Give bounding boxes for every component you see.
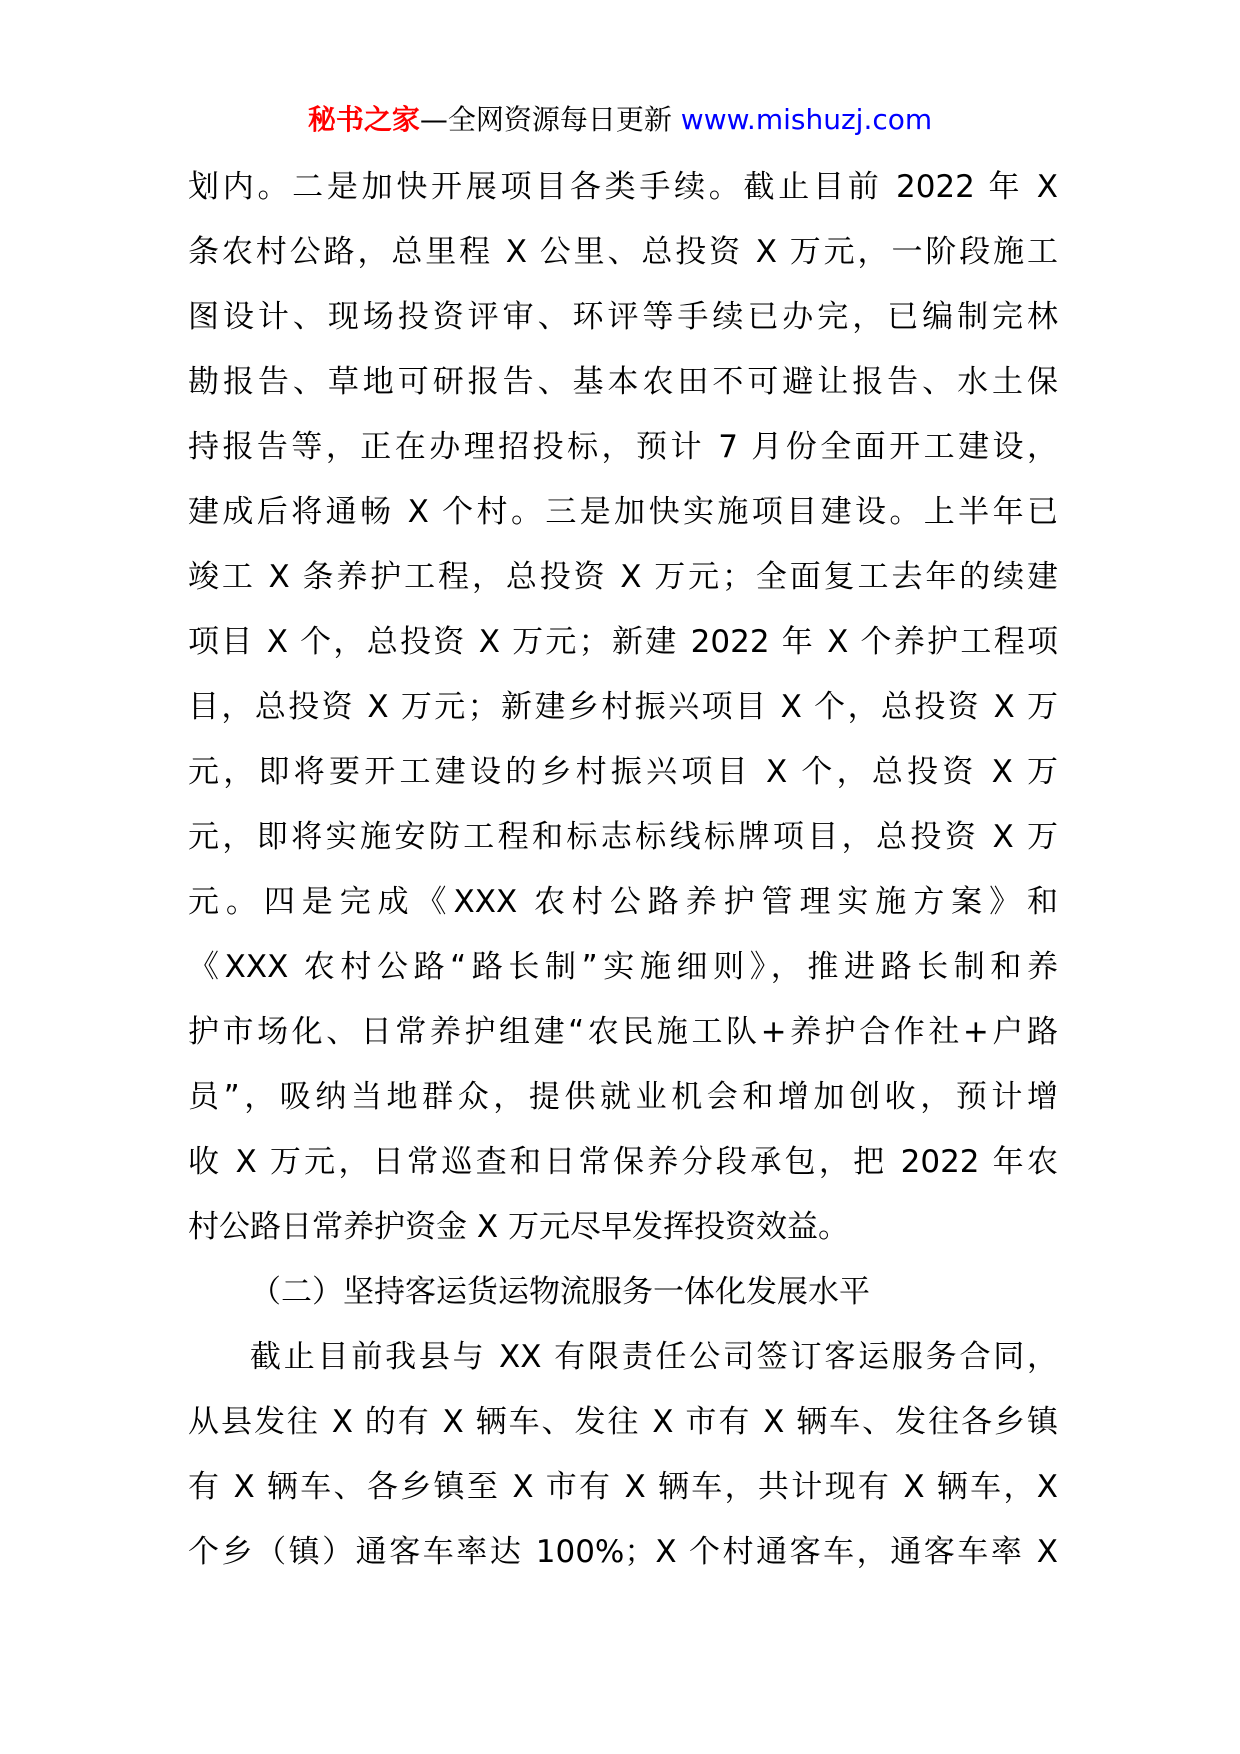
text-line: 从县发往 X 的有 X 辆车、发往 X 市有 X 辆车、发往各乡镇 [188,1404,1058,1440]
document-body [188,155,1058,1585]
text-line: 持报告等，正在办理招投标，预计 7 月份全面开工建设， [188,429,1058,465]
text-line: 图设计、现场投资评审、环评等手续已办完，已编制完林 [188,299,1058,335]
text-line: 元，即将实施安防工程和标志标线标牌项目，总投资 X 万 [188,819,1058,855]
text-line: 《XXX 农村公路“路长制”实施细则》，推进路长制和养 [188,949,1058,985]
text-line: 有 X 辆车、各乡镇至 X 市有 X 辆车，共计现有 X 辆车，X [188,1469,1058,1505]
text-line: 元，即将要开工建设的乡村振兴项目 X 个，总投资 X 万 [188,754,1058,790]
header-slogan: —全网资源每日更新 [419,103,672,136]
text-line: 目，总投资 X 万元；新建乡村振兴项目 X 个，总投资 X 万 [188,689,1058,725]
text-line: 截止目前我县与 XX 有限责任公司签订客运服务合同， [250,1339,1058,1375]
section-heading: （二）坚持客运货运物流服务一体化发展水平 [250,1274,870,1310]
text-line: 收 X 万元，日常巡查和日常保养分段承包，把 2022 年农 [188,1144,1058,1180]
text-line: 勘报告、草地可研报告、基本农田不可避让报告、水土保 [188,364,1058,400]
text-line: 护市场化、日常养护组建“农民施工队+养护合作社+户路 [188,1014,1058,1050]
text-line: 划内。二是加快开展项目各类手续。截止目前 2022 年 X [188,169,1058,205]
text-line: 竣工 X 条养护工程，总投资 X 万元；全面复工去年的续建 [188,559,1058,595]
paragraph-2 [188,1325,1058,1585]
text-line: 建成后将通畅 X 个村。三是加快实施项目建设。上半年已 [188,494,1058,530]
site-url-link[interactable]: www.mishuzj.com [680,103,933,136]
paragraph-1 [188,155,1058,1260]
site-header [0,100,1240,140]
text-line: 个乡（镇）通客车率达 100%；X 个村通客车，通客车率 X [188,1534,1058,1570]
text-line: 村公路日常养护资金 X 万元尽早发挥投资效益。 [188,1209,849,1245]
text-line: 项目 X 个，总投资 X 万元；新建 2022 年 X 个养护工程项 [188,624,1058,660]
text-line: 员”，吸纳当地群众，提供就业机会和增加创收，预计增 [188,1079,1058,1115]
text-line: 条农村公路，总里程 X 公里、总投资 X 万元，一阶段施工 [188,234,1058,270]
brand-name: 秘书之家 [307,103,420,136]
text-line: 元。四是完成《XXX 农村公路养护管理实施方案》和 [188,884,1058,920]
